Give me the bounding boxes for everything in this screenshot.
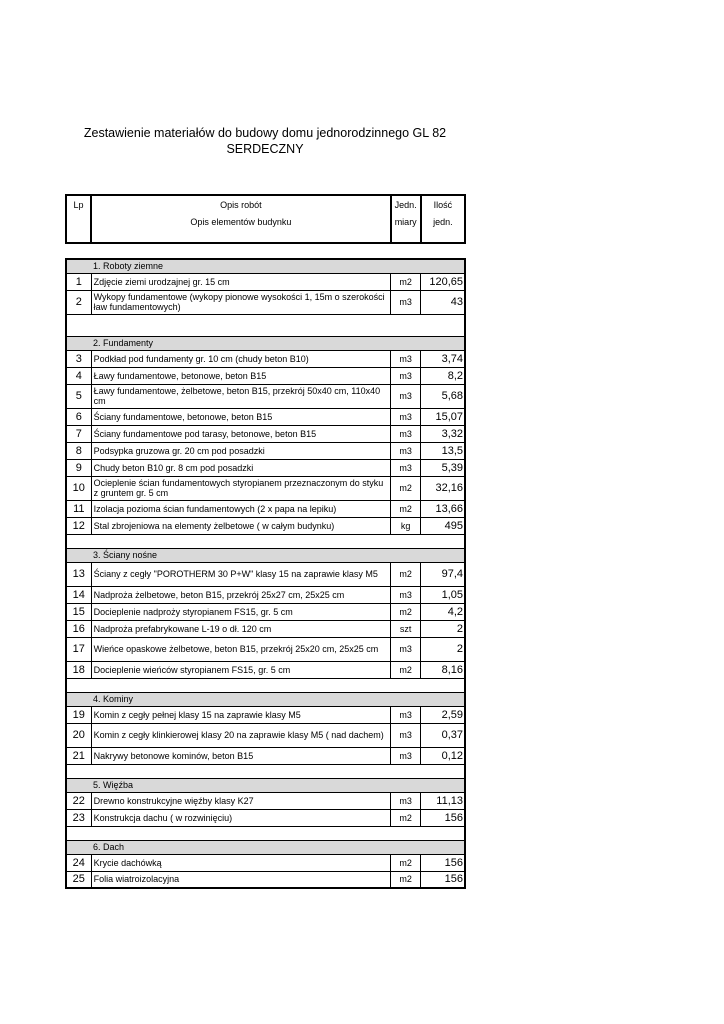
row-number: 12 xyxy=(66,517,91,534)
row-quantity: 2 xyxy=(421,620,465,637)
row-number: 8 xyxy=(66,442,91,459)
row-unit: m3 xyxy=(391,442,421,459)
row-unit: m3 xyxy=(391,586,421,603)
row-number: 4 xyxy=(66,367,91,384)
row-number: 6 xyxy=(66,408,91,425)
row-description: Podkład pod fundamenty gr. 10 cm (chudy beton B10) xyxy=(91,350,390,367)
row-description: Podsypka gruzowa gr. 20 cm pod posadzki xyxy=(91,442,390,459)
row-unit: m3 xyxy=(391,637,421,661)
table-row xyxy=(66,350,465,367)
table-row xyxy=(66,290,465,314)
row-unit: m2 xyxy=(391,854,421,871)
header-opis-bottom: Opis elementów budynku xyxy=(190,217,292,227)
row-quantity: 4,2 xyxy=(421,603,465,620)
row-description: Nadproża prefabrykowane L-19 o dł. 120 cm xyxy=(91,620,390,637)
row-number: 10 xyxy=(66,476,91,500)
row-number: 20 xyxy=(66,723,91,747)
spacer-cell xyxy=(66,764,465,778)
row-number: 16 xyxy=(66,620,91,637)
row-number: 5 xyxy=(66,384,91,408)
table-row xyxy=(66,586,465,603)
row-quantity: 120,65 xyxy=(421,273,465,290)
spacer-cell xyxy=(66,678,465,692)
spacer-cell xyxy=(66,314,465,336)
row-quantity: 13,66 xyxy=(421,500,465,517)
row-description: Wieńce opaskowe żelbetowe, beton B15, przekrój 25x20 cm, 25x25 cm xyxy=(91,637,390,661)
row-number: 21 xyxy=(66,747,91,764)
table-row xyxy=(66,442,465,459)
row-description: Docieplenie wieńców styropianem FS15, gr. 5 cm xyxy=(91,661,390,678)
row-quantity: 3,74 xyxy=(421,350,465,367)
table-row xyxy=(66,661,465,678)
spacer-cell xyxy=(66,826,465,840)
row-number: 22 xyxy=(66,792,91,809)
row-unit: kg xyxy=(391,517,421,534)
row-unit: m3 xyxy=(391,723,421,747)
row-description: Komin z cegły klinkierowej klasy 20 na zaprawie klasy M5 ( nad dachem) xyxy=(91,723,390,747)
row-quantity: 1,05 xyxy=(421,586,465,603)
row-quantity: 5,39 xyxy=(421,459,465,476)
row-quantity: 156 xyxy=(421,809,465,826)
row-unit: m2 xyxy=(391,871,421,888)
row-unit: m3 xyxy=(391,384,421,408)
row-unit: m3 xyxy=(391,367,421,384)
table-row xyxy=(66,517,465,534)
row-number: 23 xyxy=(66,809,91,826)
title-line-2: SERDECZNY xyxy=(226,142,304,156)
spacer-row xyxy=(66,534,465,548)
row-quantity: 156 xyxy=(421,854,465,871)
row-unit: m2 xyxy=(391,476,421,500)
table-row xyxy=(66,706,465,723)
row-number: 3 xyxy=(66,350,91,367)
row-number: 7 xyxy=(66,425,91,442)
row-description: Ocieplenie ścian fundamentowych styropianem przeznaczonym do styku z gruntem gr. 5 cm xyxy=(91,476,390,500)
row-unit: szt xyxy=(391,620,421,637)
header-opis xyxy=(91,195,391,243)
row-unit: m2 xyxy=(391,661,421,678)
section-label: 1. Roboty ziemne xyxy=(66,259,465,273)
table-row xyxy=(66,747,465,764)
row-number: 18 xyxy=(66,661,91,678)
table-row xyxy=(66,854,465,871)
row-quantity: 8,2 xyxy=(421,367,465,384)
section-label: 4. Kominy xyxy=(66,692,465,706)
row-description: Folia wiatroizolacyjna xyxy=(91,871,390,888)
header-ilosc-bottom: jedn. xyxy=(433,217,453,227)
row-description: Komin z cegły pełnej klasy 15 na zaprawie klasy M5 xyxy=(91,706,390,723)
row-description: Stal zbrojeniowa na elementy żelbetowe ( w całym budynku) xyxy=(91,517,390,534)
table-row xyxy=(66,384,465,408)
row-quantity: 15,07 xyxy=(421,408,465,425)
row-quantity: 13,5 xyxy=(421,442,465,459)
table-row xyxy=(66,562,465,586)
spacer-row xyxy=(66,314,465,336)
header-jedn xyxy=(391,195,421,243)
row-number: 11 xyxy=(66,500,91,517)
table-row xyxy=(66,273,465,290)
spacer-row xyxy=(66,764,465,778)
table-row xyxy=(66,637,465,661)
title-line-1: Zestawienie materiałów do budowy domu jednorodzinnego GL 82 xyxy=(83,126,447,140)
row-quantity: 43 xyxy=(421,290,465,314)
row-number: 15 xyxy=(66,603,91,620)
table-row xyxy=(66,367,465,384)
header-opis-top: Opis robót xyxy=(220,200,262,210)
row-unit: m2 xyxy=(391,809,421,826)
section-header xyxy=(66,840,465,854)
row-unit: m3 xyxy=(391,792,421,809)
header-lp xyxy=(66,195,91,243)
section-label: 2. Fundamenty xyxy=(66,336,465,350)
row-number: 24 xyxy=(66,854,91,871)
section-label: 6. Dach xyxy=(66,840,465,854)
spacer-row xyxy=(66,826,465,840)
row-quantity: 156 xyxy=(421,871,465,888)
materials-table xyxy=(65,258,466,889)
row-description: Chudy beton B10 gr. 8 cm pod posadzki xyxy=(91,459,390,476)
section-header xyxy=(66,548,465,562)
row-number: 25 xyxy=(66,871,91,888)
table-row xyxy=(66,809,465,826)
row-number: 14 xyxy=(66,586,91,603)
header-lp-label: Lp xyxy=(73,200,84,210)
row-unit: m3 xyxy=(391,459,421,476)
row-quantity: 495 xyxy=(421,517,465,534)
row-number: 2 xyxy=(66,290,91,314)
row-description: Drewno konstrukcyjne więźby klasy K27 xyxy=(91,792,390,809)
table-row xyxy=(66,459,465,476)
table-row xyxy=(66,500,465,517)
row-description: Wykopy fundamentowe (wykopy pionowe wysokości 1, 15m o szerokości ław fundamentowych) xyxy=(91,290,390,314)
row-number: 19 xyxy=(66,706,91,723)
row-description: Ławy fundamentowe, betonowe, beton B15 xyxy=(91,367,390,384)
row-quantity: 2,59 xyxy=(421,706,465,723)
row-unit: m2 xyxy=(391,562,421,586)
row-unit: m3 xyxy=(391,290,421,314)
table-row xyxy=(66,476,465,500)
row-unit: m3 xyxy=(391,425,421,442)
header-ilosc xyxy=(421,195,465,243)
spacer-row xyxy=(66,678,465,692)
spacer-cell xyxy=(66,534,465,548)
row-unit: m3 xyxy=(391,350,421,367)
row-description: Ławy fundamentowe, żelbetowe, beton B15, przekrój 50x40 cm, 110x40 cm xyxy=(91,384,390,408)
table-row xyxy=(66,425,465,442)
row-quantity: 0,12 xyxy=(421,747,465,764)
table-row xyxy=(66,603,465,620)
row-description: Konstrukcja dachu ( w rozwinięciu) xyxy=(91,809,390,826)
row-quantity: 5,68 xyxy=(421,384,465,408)
row-description: Docieplenie nadproży styropianem FS15, gr. 5 cm xyxy=(91,603,390,620)
section-header xyxy=(66,778,465,792)
row-description: Ściany z cegły "POROTHERM 30 P+W" klasy 15 na zaprawie klasy M5 xyxy=(91,562,390,586)
row-quantity: 0,37 xyxy=(421,723,465,747)
table-row xyxy=(66,408,465,425)
row-quantity: 32,16 xyxy=(421,476,465,500)
table-row xyxy=(66,723,465,747)
section-header xyxy=(66,259,465,273)
row-unit: m2 xyxy=(391,273,421,290)
row-quantity: 8,16 xyxy=(421,661,465,678)
row-description: Ściany fundamentowe, betonowe, beton B15 xyxy=(91,408,390,425)
row-number: 9 xyxy=(66,459,91,476)
row-description: Izolacja pozioma ścian fundamentowych (2 x papa na lepiku) xyxy=(91,500,390,517)
header-jedn-top: Jedn. xyxy=(394,200,417,210)
row-description: Ściany fundamentowe pod tarasy, betonowe, beton B15 xyxy=(91,425,390,442)
row-unit: m3 xyxy=(391,706,421,723)
table-row xyxy=(66,871,465,888)
row-description: Nadproża żelbetowe, beton B15, przekrój 25x27 cm, 25x25 cm xyxy=(91,586,390,603)
row-number: 17 xyxy=(66,637,91,661)
document-title xyxy=(64,125,466,157)
section-header xyxy=(66,336,465,350)
row-description: Nakrywy betonowe kominów, beton B15 xyxy=(91,747,390,764)
header-jedn-bottom: miary xyxy=(394,217,417,227)
header-row xyxy=(66,195,465,243)
row-unit: m2 xyxy=(391,500,421,517)
row-description: Zdjęcie ziemi urodzajnej gr. 15 cm xyxy=(91,273,390,290)
table-row xyxy=(66,620,465,637)
row-unit: m2 xyxy=(391,603,421,620)
section-header xyxy=(66,692,465,706)
row-unit: m3 xyxy=(391,747,421,764)
row-quantity: 2 xyxy=(421,637,465,661)
section-label: 3. Ściany nośne xyxy=(66,548,465,562)
row-quantity: 3,32 xyxy=(421,425,465,442)
row-number: 13 xyxy=(66,562,91,586)
row-number: 1 xyxy=(66,273,91,290)
section-label: 5. Więźba xyxy=(66,778,465,792)
table-row xyxy=(66,792,465,809)
header-ilosc-top: Ilość xyxy=(433,200,453,210)
row-quantity: 11,13 xyxy=(421,792,465,809)
row-quantity: 97,4 xyxy=(421,562,465,586)
header-table xyxy=(65,194,466,244)
row-unit: m3 xyxy=(391,408,421,425)
row-description: Krycie dachówką xyxy=(91,854,390,871)
